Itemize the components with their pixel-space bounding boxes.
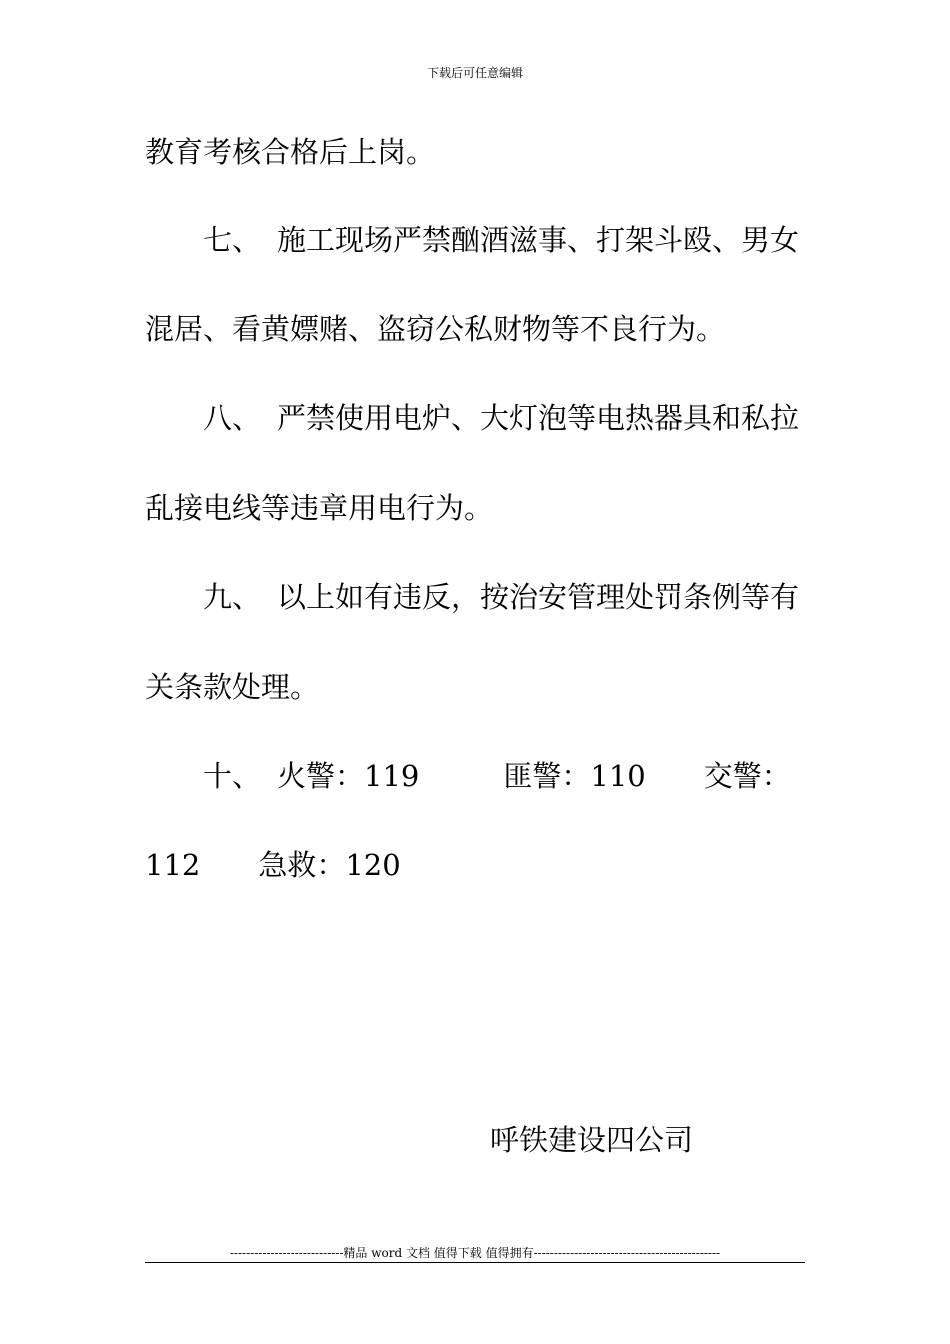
item-7-number: 七、	[203, 223, 262, 257]
item-7-line-1	[203, 220, 799, 260]
item-10-line-1	[203, 756, 791, 796]
police-emergency-number: 匪警：110	[503, 759, 646, 793]
item-9-line-2: 关条款处理。	[145, 670, 320, 704]
item-8-number: 八、	[203, 401, 262, 435]
header-note: 下载后可任意编辑	[426, 66, 523, 80]
footer-note: ----------------------------精品 word 文档 值得下载 值得拥有----------------------------------------------	[229, 1246, 721, 1260]
fire-emergency-number: 火警：119	[277, 759, 420, 793]
traffic-police-label: 交警：	[703, 759, 791, 793]
traffic-police-number: 112	[145, 848, 201, 882]
item-9-number: 九、	[203, 580, 262, 614]
item-10-number: 十、	[203, 759, 262, 793]
item-10-line-2	[145, 845, 401, 885]
item-9-text: 以上如有违反，按治安管理处罚条例等有	[277, 580, 800, 614]
company-signature: 呼铁建设四公司	[490, 1123, 694, 1157]
rescue-emergency-number: 急救：120	[258, 848, 401, 882]
item-9-line-1	[203, 577, 799, 617]
item-8-line-2: 乱接电线等违章用电行为。	[145, 491, 494, 525]
item-8-text: 严禁使用电炉、大灯泡等电热器具和私拉	[277, 401, 800, 435]
item-7-line-2: 混居、看黄嫖赌、盗窃公私财物等不良行为。	[145, 312, 726, 346]
body-line-1: 教育考核合格后上岗。	[145, 135, 436, 169]
item-8-line-1	[203, 398, 799, 438]
footer-divider	[145, 1262, 805, 1263]
item-7-text: 施工现场严禁酗酒滋事、打架斗殴、男女	[277, 223, 800, 257]
